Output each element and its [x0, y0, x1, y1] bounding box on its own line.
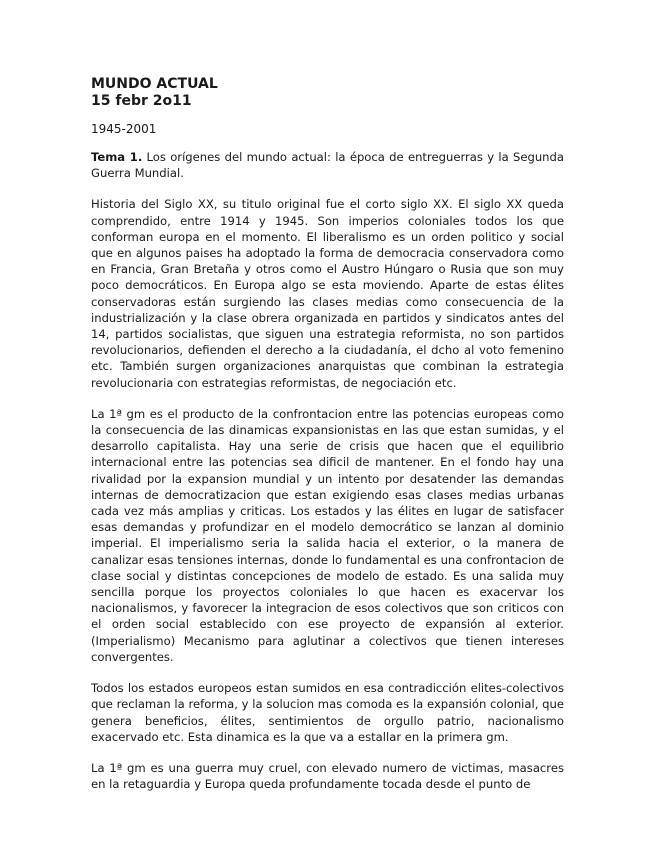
topic-label: Tema 1.	[91, 150, 143, 164]
paragraph-4: La 1ª gm es una guerra muy cruel, con elevado numero de victimas, masacres en la retaguardia y Europa queda profundamente tocada desde el punto de	[91, 760, 564, 792]
paragraph-3: Todos los estados europeos estan sumidos en esa contradicción elites-colectivos que reclaman la reforma, y la solucion mas comoda es la expansión colonial, que genera beneficios, élites, sentimientos de orgullo patrio, nacionalismo exacervado etc. Esta dinamica es la que va a estallar en la primera gm.	[91, 681, 564, 744]
period-range: 1945-2001	[91, 122, 157, 136]
topic-line	[91, 149, 564, 181]
topic-text: Los orígenes del mundo actual: la época de entreguerras y la Segunda Guerra Mundial.	[91, 150, 564, 181]
document-page	[91, 76, 564, 792]
paragraph-2: La 1ª gm es el producto de la confrontacion entre las potencias europeas como la consecuencia de las dinamicas expansionistas en las que estan sumidas, y el desarrollo capitalista. Hay una serie de crisis que hacen que el equilibrio internacional entre las potencias sea dificil de mantener. En el fondo hay una rivalidad por la expansion mundial y un intento por desatender las demandas internas de democratizacion que estan exigiendo esas clases medias urbanas cada vez más amplias y criticas. Los estados y las élites en lugar de satisfacer esas demandas y profundizar en el modelo democrático se lanzan al dominio imperial. El imperialismo seria la salida hacia el exterior, o la manera de canalizar esas tensiones internas, donde lo fundamental es una confrontacion de clase social y distintas concepciones de modelo de estado. Es una salida muy sencilla porque los proyectos coloniales lo que hacen es exacervar los nacionalismos, y favorecer la integracion de esos colectivos que son criticos con el orden social establecido con ese proyecto de expansión al exterior. (Imperialismo) Mecanismo para aglutinar a colectivos que tienen intereses convergentes.	[91, 406, 564, 664]
document-title	[91, 76, 564, 110]
title-line-1: MUNDO ACTUAL	[91, 76, 218, 92]
paragraph-1: Historia del Siglo XX, su titulo original fue el corto siglo XX. El siglo XX queda comprendido, entre 1914 y 1945. Son imperios coloniales todos los que conforman europa en el momento. El liberalismo es un orden politico y social que en algunos paises ha adoptado la forma de democracia conservadora como en Francia, Gran Bretaña y otros como el Austro Húngaro o Rusia que son muy poco democráticos. En Europa algo se esta moviendo. Aparte de estas élites conservadoras están surgiendo las clases medias como consecuencia de la industrialización y la clase obrera organizada en partidos y sindicatos antes del 14, partidos socialistas, que siguen una estrategia reformista, no son partidos revolucionarios, defienden el derecho a la ciudadanía, el dcho al voto femenino etc. También surgen organizaciones anarquistas que combinan la estrategia revolucionaria con estrategias reformistas, de negociación etc.	[91, 197, 564, 390]
title-line-2-date: 15 febr 2o11	[91, 93, 192, 109]
